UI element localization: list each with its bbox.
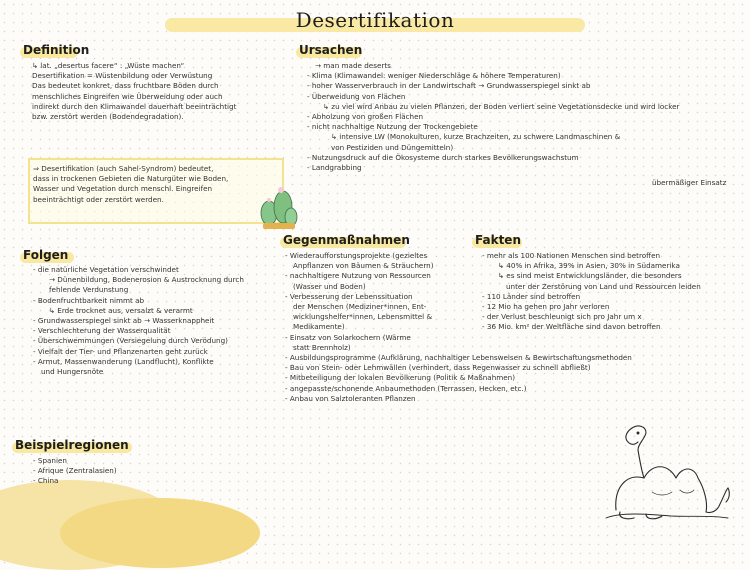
list-item: dass in trockenen Gebieten die Naturgüter wie Boden, <box>33 174 229 184</box>
list-item: - nachhaltigere Nutzung von Ressourcen <box>285 271 431 281</box>
list-item: Medikamente) <box>293 322 345 332</box>
list-item: Das bedeutet konkret, dass fruchtbare Böden durch <box>32 81 219 91</box>
list-item: - Bodenfruchtbarkeit nimmt ab <box>33 295 145 305</box>
list-item: beeinträchtigt oder zerstört werden. <box>33 194 164 204</box>
beispielregionen-text <box>33 456 117 487</box>
list-item: Wasser und Vegetation durch menschl. Eingreifen <box>33 184 213 194</box>
list-item: der Menschen (Mediziner*innen, Ent- <box>293 302 427 312</box>
list-item: - Ausbildungsprogramme (Aufklärung, nachhaltiger Lebensweisen & Bewirtschaftungsmethoden <box>285 353 632 363</box>
sand-dune-back <box>60 498 260 568</box>
list-item: ↳ Erde trocknet aus, versalzt & verarmt <box>49 305 193 315</box>
list-item: - der Verlust beschleunigt sich pro Jahr um x <box>482 312 642 322</box>
list-item: - Einsatz von Solarkochern (Wärme <box>285 332 411 342</box>
list-item: - Landgrabbing <box>307 163 362 173</box>
list-item: - Armut, Massenwanderung (Landflucht), Konflikte <box>33 356 214 366</box>
definition-summary-text <box>33 164 228 205</box>
list-item: ↳ lat. „desertus facere“ : „Wüste machen“ <box>32 61 185 70</box>
folgen-text <box>33 265 244 377</box>
list-item: - Afrique (Zentralasien) <box>33 466 117 476</box>
list-item: ↳ 40% in Afrika, 39% in Asien, 30% in Südamerika <box>498 261 680 271</box>
list-item: - Bau von Stein- oder Lehmwällen (verhindert, dass Regenwasser zu schnell abfließt) <box>285 363 591 373</box>
list-item: menschliches Eingreifen wie Überweidung oder auch <box>32 91 223 101</box>
list-item: ↳ es sind meist Entwicklungsländer, die besonders <box>498 271 682 281</box>
camel-illustration <box>586 418 736 526</box>
list-item: Anpflanzen von Bäumen & Sträuchern) <box>293 261 434 271</box>
gegenmassnahmen-heading: Gegenmaßnahmen <box>283 233 410 247</box>
list-item: - die natürliche Vegetation verschwindet <box>33 265 179 274</box>
list-item: ⇒ Desertifikation (auch Sahel-Syndrom) bedeutet, <box>33 164 214 173</box>
list-item: → man made deserts <box>315 61 391 70</box>
list-item: wicklungshelfer*innen, Lebensmittel & <box>293 312 433 322</box>
list-item: von Pestiziden und Düngemitteln) <box>331 142 454 152</box>
list-item: - Abholzung von großen Flächen <box>307 112 424 122</box>
list-item: ↳ zu viel wird Anbau zu vielen Pflanzen, der Boden verliert seine Vegetationsdecke und wird locker <box>323 101 680 111</box>
list-item: Desertifikation = Wüstenbildung oder Verwüstung <box>32 71 213 81</box>
list-item: - angepasste/schonende Anbaumethoden (Terrassen, Hecken, etc.) <box>285 383 527 393</box>
list-item: - Nutzungsdruck auf die Ökosysteme durch starkes Bevölkerungswachstum <box>307 152 579 162</box>
list-item: - Anbau von Salztoleranten Pflanzen <box>285 393 416 403</box>
list-item: - Spanien <box>33 456 67 465</box>
list-item: - 110 Länder sind betroffen <box>482 291 581 301</box>
list-item: - hoher Wasserverbrauch in der Landwirtschaft → Grundwasserspiegel sinkt ab <box>307 81 591 91</box>
list-item: unter der Zerstörung von Land und Ressourcen leiden <box>506 281 701 291</box>
list-item: → Dünenbildung, Bodenerosion & Austrocknung durch <box>49 275 244 285</box>
list-item: statt Brennholz) <box>293 342 351 352</box>
list-item: fehlende Verdunstung <box>49 285 129 295</box>
list-item: - Mitbeteiligung der lokalen Bevölkerung (Politik & Maßnahmen) <box>285 373 516 383</box>
list-item: ↳ intensive LW (Monokulturen, kurze Brachzeiten, zu schwere Landmaschinen & <box>331 132 621 142</box>
list-item: - Wiederaufforstungsprojekte (gezieltes <box>285 251 428 260</box>
fakten-heading: Fakten <box>475 233 521 247</box>
ursachen-heading: Ursachen <box>299 43 363 57</box>
list-item: - Überschwemmungen (Versiegelung durch Verödung) <box>33 336 228 346</box>
list-item: - Vielfalt der Tier- und Pflanzenarten geht zurück <box>33 346 208 356</box>
cactus-icon <box>255 185 301 231</box>
definition-heading: Definition <box>23 43 90 57</box>
fakten-text <box>482 251 701 333</box>
list-item: - Klima (Klimawandel: weniger Niederschläge & höhere Temperaturen) <box>307 71 561 81</box>
list-item: - mehr als 100 Nationen Menschen sind betroffen <box>482 251 661 260</box>
ursachen-side-note: übermäßiger Einsatz <box>652 178 727 187</box>
list-item: - Verschlechterung der Wasserqualität <box>33 326 171 336</box>
list-item: und Hungersnöte <box>41 367 104 377</box>
list-item: - China <box>33 476 59 486</box>
list-item: - Verbesserung der Lebenssituation <box>285 291 413 301</box>
list-item: bzw. zerstört werden (Bodendegradation). <box>32 112 184 122</box>
definition-text <box>32 61 236 122</box>
list-item: indirekt durch den Klimawandel dauerhaft beeinträchtigt <box>32 101 237 111</box>
list-item: - Überweidung von Flächen <box>307 91 406 101</box>
list-item: - 12 Mio ha gehen pro Jahr verloren <box>482 302 610 312</box>
list-item: - 36 Mio. km² der Weltfläche sind davon betroffen <box>482 322 661 332</box>
folgen-heading: Folgen <box>23 248 69 262</box>
list-item: - Grundwasserspiegel sinkt ab → Wasserknappheit <box>33 316 215 326</box>
page-title: Desertifikation <box>295 8 455 32</box>
list-item: - nicht nachhaltige Nutzung der Trockengebiete <box>307 122 478 132</box>
beispielregionen-heading: Beispielregionen <box>15 438 129 452</box>
ursachen-text <box>307 61 679 173</box>
list-item: (Wasser und Boden) <box>293 281 366 291</box>
